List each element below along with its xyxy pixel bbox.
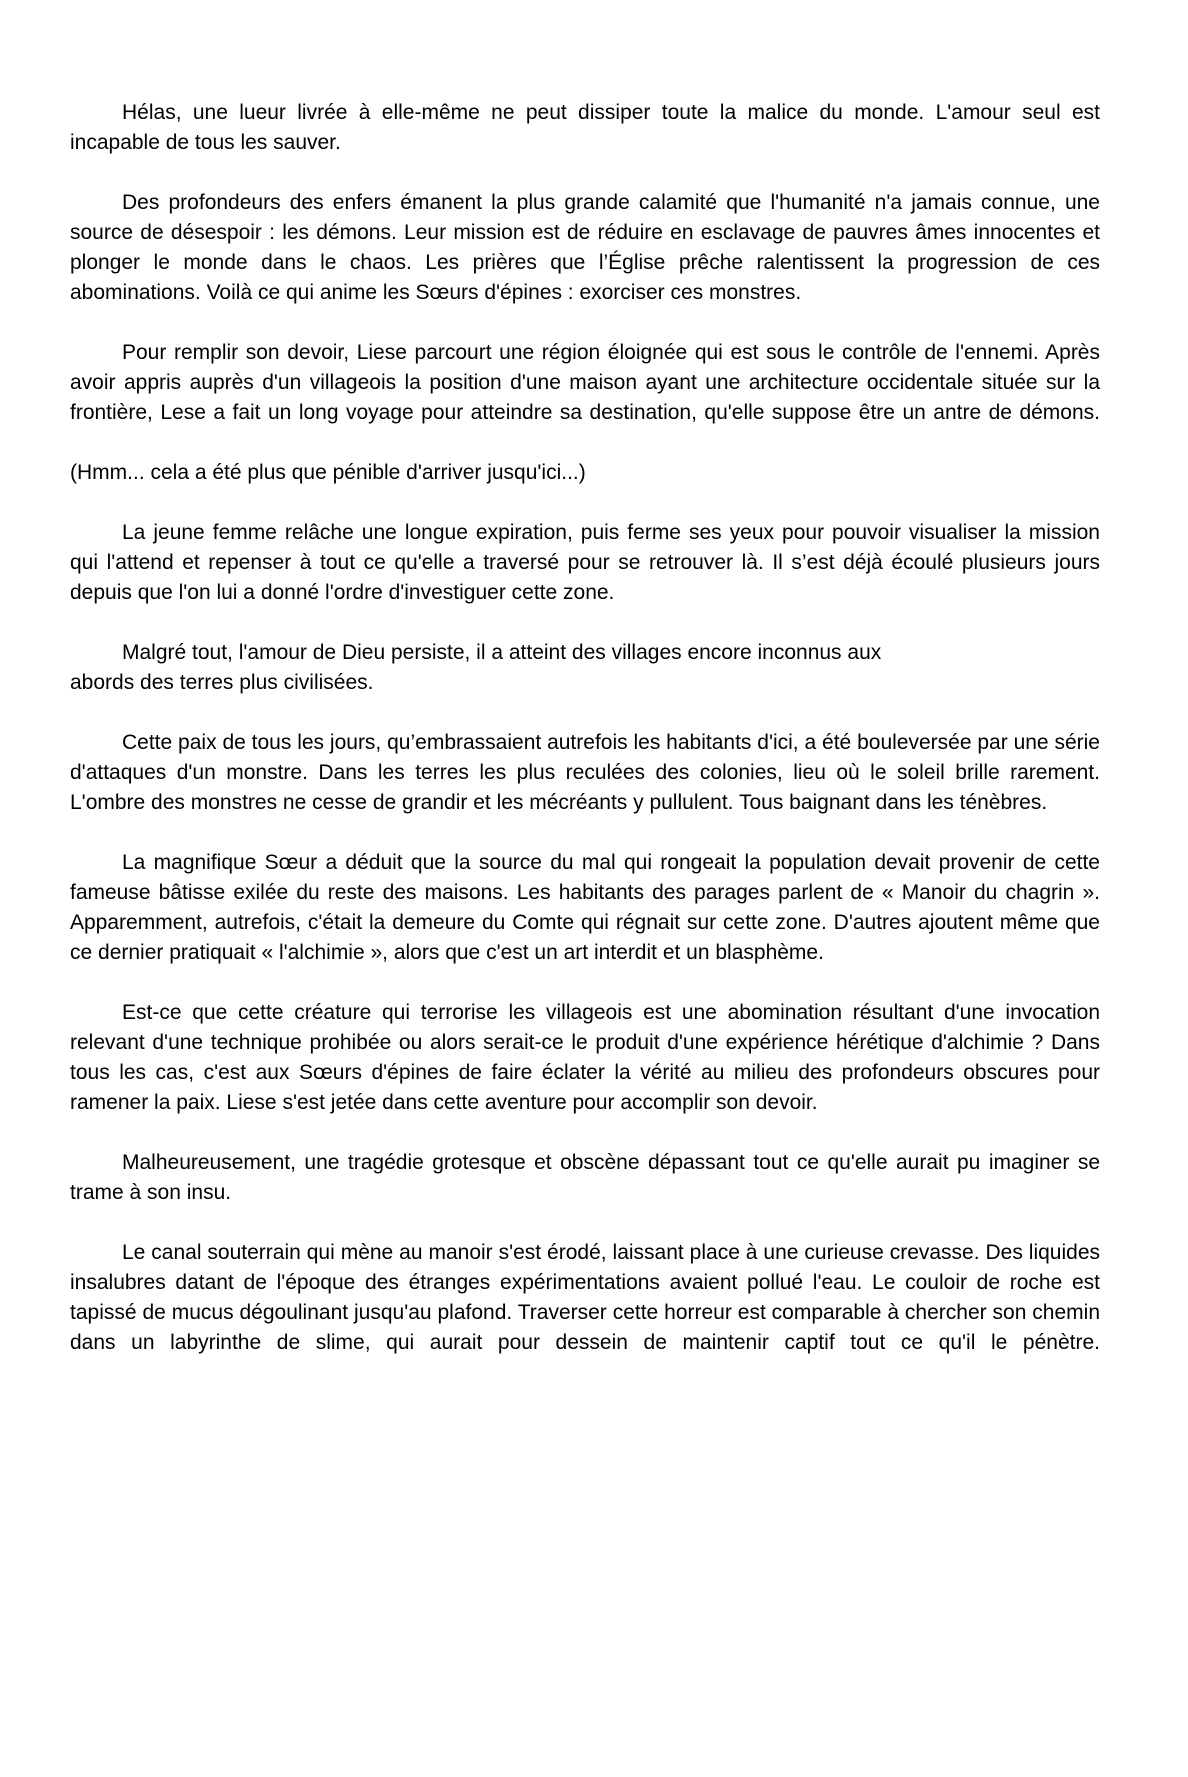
- paragraph-6: Malgré tout, l'amour de Dieu persiste, il a atteint des villages encore inconnus aux abords des terres plus civilisées.: [70, 641, 882, 694]
- paragraph-5: La jeune femme relâche une longue expiration, puis ferme ses yeux pour pouvoir visualiser la mission qui l'attend et repenser à tout ce qu'elle a traversé pour se retrouver là. Il s’est déjà écoulé plusieurs jours depuis que l'on lui a donné l'ordre d'investiguer cette zone.: [70, 521, 1100, 604]
- paragraph-3: Pour remplir son devoir, Liese parcourt une région éloignée qui est sous le contrôle de l'ennemi. Après avoir appris auprès d'un villageois la position d'une maison ayant une architecture occidentale située sur la frontière, Lese a fait un long voyage pour atteindre sa destination, qu'elle suppose être un antre de démons.: [70, 341, 1100, 424]
- paragraph-4: (Hmm... cela a été plus que pénible d'arriver jusqu'ici...): [70, 461, 586, 484]
- paragraph-11: Le canal souterrain qui mène au manoir s'est érodé, laissant place à une curieuse crevasse. Des liquides insalubres datant de l'époque des étranges expérimentations avaient pollué l'eau. Le couloir de roche est tapissé de mucus dégoulinant jusqu'au plafond. Traverser cette horreur est comparable à chercher son chemin dans un labyrinthe de slime, qui aurait pour dessein de maintenir captif tout ce qu'il le pénètre.: [70, 1241, 1100, 1354]
- document-text: [70, 98, 1100, 1388]
- paragraph-8: La magnifique Sœur a déduit que la source du mal qui rongeait la population devait provenir de cette fameuse bâtisse exilée du reste des maisons. Les habitants des parages parlent de « Manoir du chagrin ». Apparemment, autrefois, c'était la demeure du Comte qui régnait sur cette zone. D'autres ajoutent même que ce dernier pratiquait « l'alchimie », alors que c'est un art interdit et un blasphème.: [70, 851, 1100, 964]
- paragraph-9: Est-ce que cette créature qui terrorise les villageois est une abomination résultant d'une invocation relevant d'une technique prohibée ou alors serait-ce le produit d'une expérience hérétique d'alchimie ? Dans tous les cas, c'est aux Sœurs d'épines de faire éclater la vérité au milieu des profondeurs obscures pour ramener la paix. Liese s'est jetée dans cette aventure pour accomplir son devoir.: [70, 1001, 1100, 1114]
- paragraph-2: Des profondeurs des enfers émanent la plus grande calamité que l'humanité n'a jamais connue, une source de désespoir : les démons. Leur mission est de réduire en esclavage de pauvres âmes innocentes et plonger le monde dans le chaos. Les prières que l’Église prêche ralentissent la progression de ces abominations. Voilà ce qui anime les Sœurs d'épines : exorciser ces monstres.: [70, 191, 1100, 304]
- paragraph-1: Hélas, une lueur livrée à elle-même ne peut dissiper toute la malice du monde. L'amour seul est incapable de tous les sauver.: [70, 101, 1100, 154]
- paragraph-7: Cette paix de tous les jours, qu’embrassaient autrefois les habitants d'ici, a été bouleversée par une série d'attaques d'un monstre. Dans les terres les plus reculées des colonies, lieu où le soleil brille rarement. L'ombre des monstres ne cesse de grandir et les mécréants y pullulent. Tous baignant dans les ténèbres.: [70, 731, 1100, 814]
- paragraph-10: Malheureusement, une tragédie grotesque et obscène dépassant tout ce qu'elle aurait pu imaginer se trame à son insu.: [70, 1151, 1100, 1204]
